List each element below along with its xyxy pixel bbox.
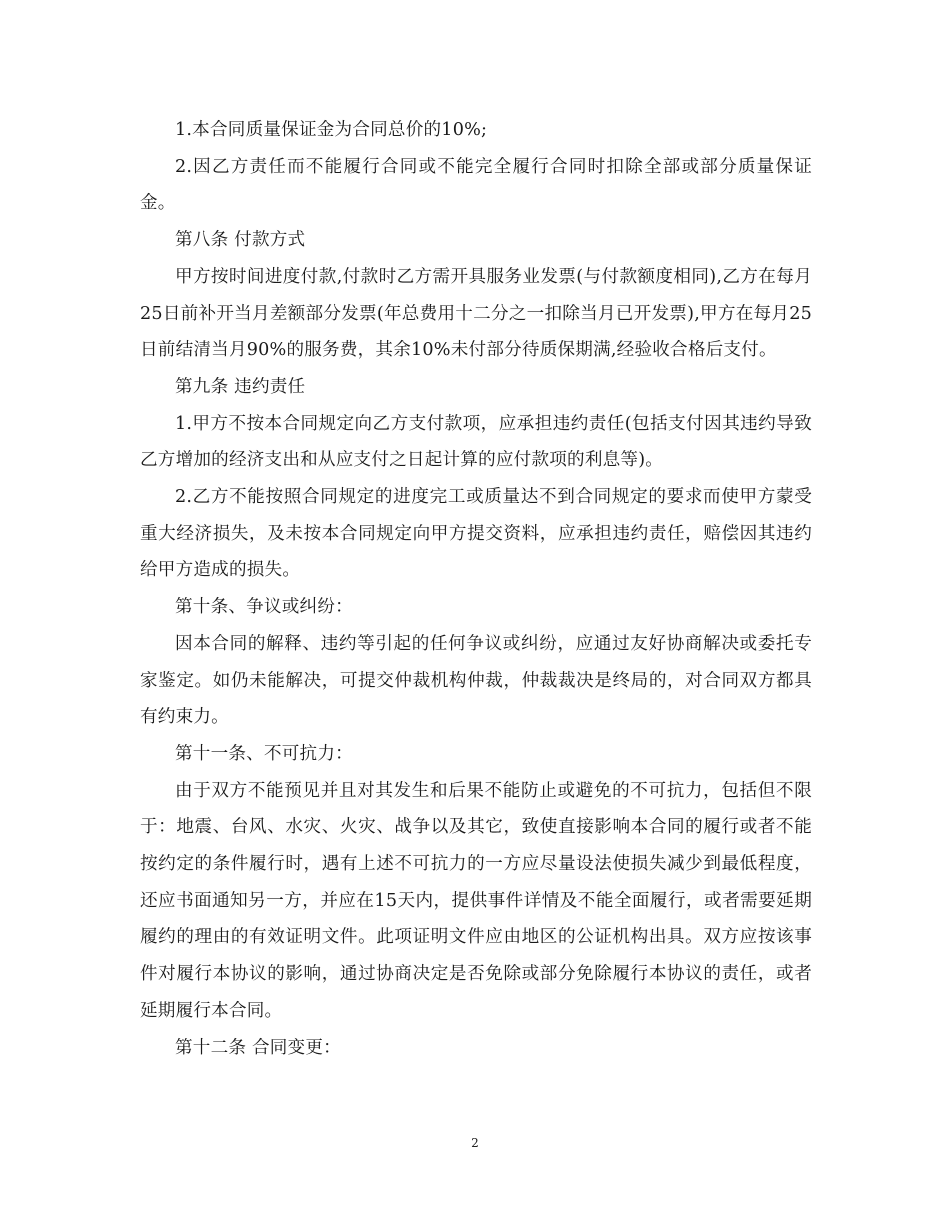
clause-11-heading: 第十一条、不可抗力： xyxy=(175,743,353,764)
clause-10-body: 因本合同的解释、违约等引起的任何争议或纠纷，应通过友好协商解决或委托专家鉴定。如仍未能解决，可提交仲裁机构仲裁，仲裁裁决是终局的，对合同双方都具有约束力。 xyxy=(140,633,812,728)
clause-11-body: 由于双方不能预见并且对其发生和后果不能防止或避免的不可抗力，包括但不限于：地震、台风、水灾、火灾、战争以及其它，致使直接影响本合同的履行或者不能按约定的条件履行时，遇有上述不可抗力的一方应尽量设法使损失减少到最低程度，还应书面通知另一方，并应在15天内，提供事件详情及不能全面履行，或者需要延期履约的理由的有效证明文件。此项证明文件应由地区的公证机构出具。双方应按该事件对履行本协议的影响，通过协商决定是否免除或部分免除履行本协议的责任，或者延期履行本合同。 xyxy=(140,780,812,1021)
clause-7-item-2: 2.因乙方责任而不能履行合同或不能完全履行合同时扣除全部或部分质量保证金。 xyxy=(140,156,812,214)
clause-9-item-1: 1.甲方不按本合同规定向乙方支付款项，应承担违约责任(包括支付因其违约导致乙方增加的经济支出和从应支付之日起计算的应付款项的利息等)。 xyxy=(140,413,812,471)
clause-8-body: 甲方按时间进度付款,付款时乙方需开具服务业发票(与付款额度相同),乙方在每月25日前补开当月差额部分发票(年总费用十二分之一扣除当月已开发票),甲方在每月25日前结清当月90%的服务费，其余10%未付部分待质保期满,经验收合格后支付。 xyxy=(140,266,812,361)
clause-12-heading: 第十二条 合同变更： xyxy=(175,1037,341,1058)
document-body xyxy=(140,112,812,1066)
clause-9-heading: 第九条 违约责任 xyxy=(175,376,306,397)
page-number: 2 xyxy=(471,1136,479,1150)
clause-7-item-1: 1.本合同质量保证金为合同总价的10%; xyxy=(175,120,488,140)
clause-9-item-2: 2.乙方不能按照合同规定的进度完工或质量达不到合同规定的要求而使甲方蒙受重大经济损失，及未按本合同规定向甲方提交资料，应承担违约责任，赔偿因其违约给甲方造成的损失。 xyxy=(140,487,812,581)
clause-10-heading: 第十条、争议或纠纷： xyxy=(175,597,353,618)
clause-8-heading: 第八条 付款方式 xyxy=(175,230,306,251)
